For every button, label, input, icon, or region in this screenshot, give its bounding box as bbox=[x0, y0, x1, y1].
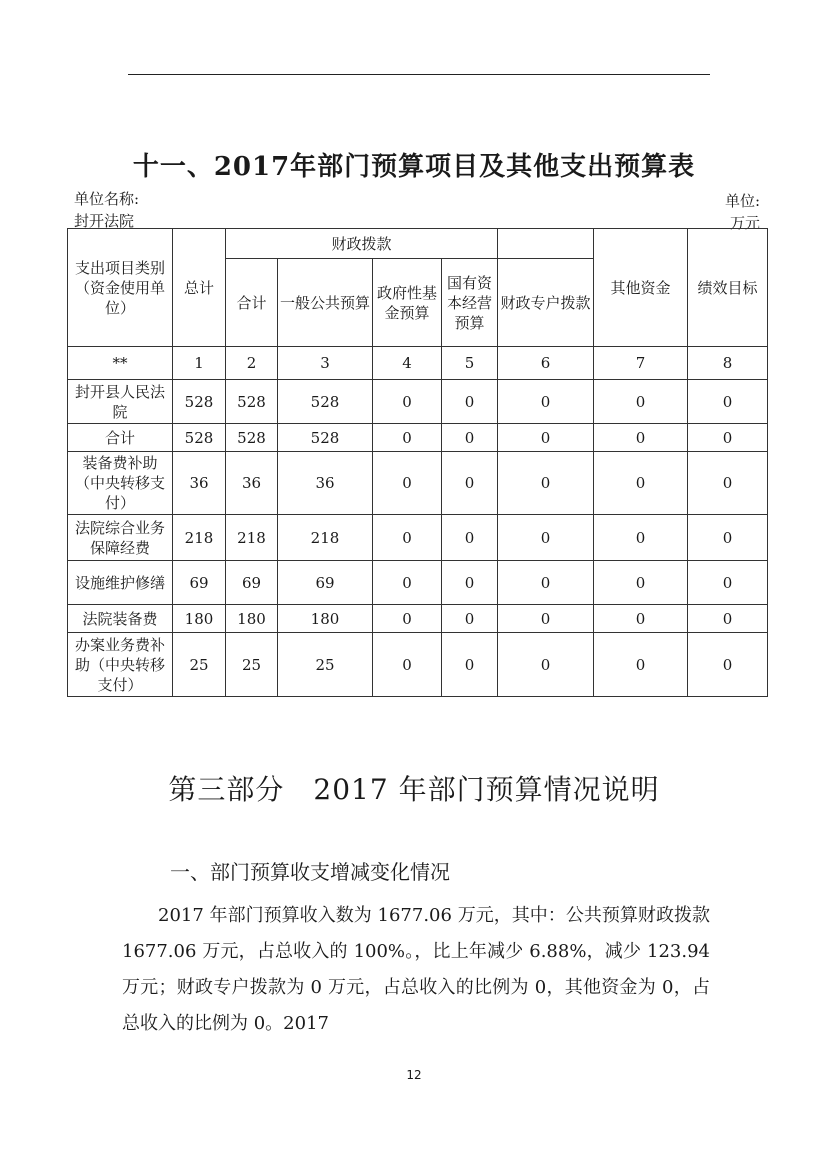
row-cell: 0 bbox=[688, 380, 768, 424]
row-cell: 180 bbox=[173, 605, 226, 633]
row-cell: 0 bbox=[442, 515, 498, 561]
row-cell: 528 bbox=[226, 380, 278, 424]
row-cell: 0 bbox=[442, 605, 498, 633]
row-label: 合计 bbox=[68, 424, 173, 452]
row-label: 设施维护修缮 bbox=[68, 561, 173, 605]
index-row bbox=[68, 347, 768, 380]
row-cell: 218 bbox=[173, 515, 226, 561]
unit-value: 万元 bbox=[729, 214, 760, 232]
row-cell: 180 bbox=[226, 605, 278, 633]
row-cell: 0 bbox=[498, 424, 594, 452]
index-cell: 7 bbox=[594, 347, 688, 380]
index-cell: 1 bbox=[173, 347, 226, 380]
index-cell: 5 bbox=[442, 347, 498, 380]
row-cell: 25 bbox=[173, 633, 226, 697]
unit-label: 单位: bbox=[724, 192, 760, 210]
row-cell: 0 bbox=[442, 380, 498, 424]
table-row bbox=[68, 452, 768, 515]
header-subtotal: 合计 bbox=[226, 259, 278, 347]
header-other-funds: 其他资金 bbox=[594, 229, 688, 347]
subsection-title: 一、部门预算收支增减变化情况 bbox=[170, 860, 450, 884]
header-blank bbox=[498, 229, 594, 259]
row-cell: 0 bbox=[442, 633, 498, 697]
row-cell: 218 bbox=[226, 515, 278, 561]
row-cell: 0 bbox=[373, 515, 442, 561]
row-cell: 36 bbox=[278, 452, 373, 515]
row-cell: 0 bbox=[442, 424, 498, 452]
row-cell: 0 bbox=[594, 561, 688, 605]
index-cell: 8 bbox=[688, 347, 768, 380]
row-cell: 69 bbox=[278, 561, 373, 605]
row-cell: 0 bbox=[498, 380, 594, 424]
row-label: 封开县人民法院 bbox=[68, 380, 173, 424]
row-cell: 528 bbox=[278, 380, 373, 424]
row-cell: 0 bbox=[688, 633, 768, 697]
row-cell: 528 bbox=[173, 380, 226, 424]
index-cell: ** bbox=[68, 347, 173, 380]
row-cell: 0 bbox=[498, 452, 594, 515]
table-row bbox=[68, 380, 768, 424]
row-cell: 69 bbox=[226, 561, 278, 605]
header-total: 总计 bbox=[173, 229, 226, 347]
row-cell: 69 bbox=[173, 561, 226, 605]
unit-name-block bbox=[74, 188, 139, 232]
row-cell: 0 bbox=[594, 633, 688, 697]
section-title: 第三部分 2017 年部门预算情况说明 bbox=[168, 773, 660, 806]
row-cell: 528 bbox=[278, 424, 373, 452]
header-item: 支出项目类别（资金使用单位） bbox=[68, 229, 173, 347]
table-row bbox=[68, 424, 768, 452]
unit-name-value: 封开法院 bbox=[74, 212, 135, 230]
row-cell: 0 bbox=[498, 605, 594, 633]
row-cell: 0 bbox=[688, 561, 768, 605]
row-cell: 0 bbox=[594, 605, 688, 633]
row-cell: 528 bbox=[226, 424, 278, 452]
header-state-capital: 国有资本经营预算 bbox=[442, 259, 498, 347]
row-cell: 0 bbox=[594, 380, 688, 424]
row-cell: 180 bbox=[278, 605, 373, 633]
header-performance: 绩效目标 bbox=[688, 229, 768, 347]
header-special-fiscal: 财政专户拨款 bbox=[498, 259, 594, 347]
row-cell: 0 bbox=[373, 424, 442, 452]
row-cell: 0 bbox=[594, 424, 688, 452]
unit-name-label: 单位名称: bbox=[74, 190, 140, 208]
row-cell: 0 bbox=[498, 633, 594, 697]
row-cell: 0 bbox=[373, 633, 442, 697]
table-row bbox=[68, 605, 768, 633]
header-general-public: 一般公共预算 bbox=[278, 259, 373, 347]
table-row bbox=[68, 561, 768, 605]
row-cell: 0 bbox=[594, 452, 688, 515]
row-cell: 0 bbox=[688, 424, 768, 452]
row-cell: 0 bbox=[594, 515, 688, 561]
header-gov-fund: 政府性基金预算 bbox=[373, 259, 442, 347]
row-cell: 36 bbox=[226, 452, 278, 515]
row-cell: 0 bbox=[442, 561, 498, 605]
table-row bbox=[68, 633, 768, 697]
index-cell: 4 bbox=[373, 347, 442, 380]
row-cell: 0 bbox=[688, 515, 768, 561]
row-cell: 25 bbox=[278, 633, 373, 697]
table-row bbox=[68, 515, 768, 561]
row-cell: 0 bbox=[688, 452, 768, 515]
page-number: 12 bbox=[406, 1068, 422, 1082]
row-cell: 0 bbox=[498, 515, 594, 561]
body-paragraph: 2017 年部门预算收入数为 1677.06 万元，其中：公共预算财政拨款 1677.06 万元，占总收入的 100%。，比上年减少 6.88%，减少 123.94 万元；财政专户拨款为 0 万元，占总收入的比例为 0，其他资金为 0，占总收入的比例为 0。2017 bbox=[122, 905, 710, 1034]
index-cell: 2 bbox=[226, 347, 278, 380]
row-cell: 0 bbox=[688, 605, 768, 633]
row-label: 办案业务费补助（中央转移支付） bbox=[68, 633, 173, 697]
row-cell: 528 bbox=[173, 424, 226, 452]
row-cell: 0 bbox=[373, 380, 442, 424]
row-label: 法院综合业务保障经费 bbox=[68, 515, 173, 561]
row-cell: 0 bbox=[373, 605, 442, 633]
row-cell: 36 bbox=[173, 452, 226, 515]
row-cell: 25 bbox=[226, 633, 278, 697]
row-label: 装备费补助（中央转移支付） bbox=[68, 452, 173, 515]
row-cell: 0 bbox=[373, 561, 442, 605]
index-cell: 6 bbox=[498, 347, 594, 380]
row-cell: 0 bbox=[498, 561, 594, 605]
row-label: 法院装备费 bbox=[68, 605, 173, 633]
header-fiscal-group: 财政拨款 bbox=[226, 229, 498, 259]
header-rule bbox=[128, 74, 710, 75]
row-cell: 0 bbox=[442, 452, 498, 515]
index-cell: 3 bbox=[278, 347, 373, 380]
row-cell: 0 bbox=[373, 452, 442, 515]
table-title: 十一、2017年部门预算项目及其他支出预算表 bbox=[132, 152, 696, 182]
budget-table bbox=[67, 228, 768, 697]
row-cell: 218 bbox=[278, 515, 373, 561]
